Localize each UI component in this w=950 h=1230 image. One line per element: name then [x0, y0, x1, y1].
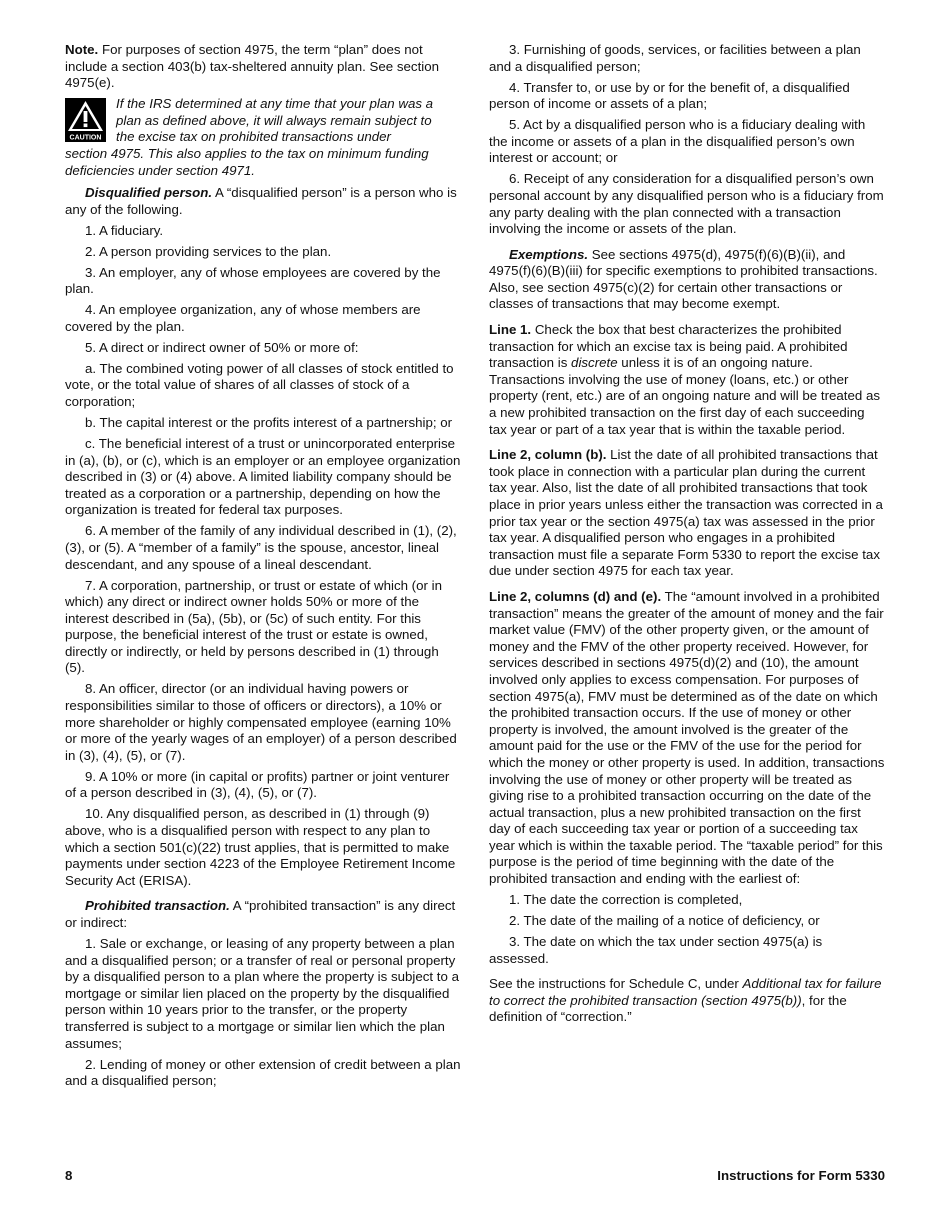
note-paragraph — [65, 42, 461, 92]
list-item: b. The capital interest or the profits interest of a partnership; or — [85, 415, 453, 430]
line-1-heading: Line 1. — [489, 322, 532, 338]
list-item: 4. An employee organization, any of whose members are covered by the plan. — [65, 302, 421, 334]
left-column — [65, 42, 461, 1094]
list-item: 2. The date of the mailing of a notice of deficiency, or — [509, 913, 820, 929]
note-text: For purposes of section 4975, the term “plan” does not include a section 403(b) tax-sheltered annuity plan. See section 4975(e). — [65, 42, 440, 91]
list-item: 7. A corporation, partnership, or trust or estate of which (or in which) any direct or indirect owner holds 50% or more of the interest described in (5a), (5b), or (5c) of such entity. For this purpose, the beneficial interest of the trust or estate is owned, directly or indirectly, or held by persons described in (1) through (5). — [65, 577, 442, 676]
list-item: 8. An officer, director (or an individual having powers or responsibilities similar to those of officers or directors), a 10% or more shareholder or highly compensated employee (earning 10% or more of the yearly wages of an employer) of a person described in (3), (4), (5), or (7). — [65, 681, 457, 763]
list-item: 1. The date the correction is completed, — [509, 892, 743, 908]
disqualified-person-paragraph — [65, 185, 461, 218]
see-emphasis: Additional tax for failure to correct the prohibited transaction (section 4975(b)) — [489, 976, 882, 1008]
list-item: 5. Act by a disqualified person who is a fiduciary dealing with the income or assets of a plan in the disqualified person’s own interest or account; or — [489, 117, 866, 166]
see-instructions-paragraph — [489, 976, 885, 1026]
caution-rest: section 4975. This also applies to the tax on minimum funding deficiencies under section 4971. — [65, 145, 429, 178]
list-item: 2. Lending of money or other extension of credit between a plan and a disqualified person; — [65, 1056, 461, 1089]
disqualified-person-text: A “disqualified person” is a person who is any of the following. — [65, 185, 457, 217]
disqualified-person-heading: Disqualified person. — [85, 185, 213, 201]
caution-label: CAUTION — [69, 134, 102, 142]
prohibited-transaction-heading: Prohibited transaction. — [85, 898, 230, 914]
list-item: 9. A 10% or more (in capital or profits) partner or joint venturer of a person described in (3), (4), (5), or (7). — [65, 768, 450, 801]
caution-box — [65, 96, 461, 179]
page-number: 8 — [65, 1168, 73, 1183]
list-item: 2. A person providing services to the plan. — [85, 243, 332, 259]
caution-icon — [65, 98, 106, 142]
list-item: a. The combined voting power of all classes of stock entitled to vote, or the total value of shares of all classes of stock of a corporation; — [65, 360, 454, 410]
prohibited-transaction-text: A “prohibited transaction” is any direct or indirect: — [65, 898, 456, 930]
list-item: 3. Furnishing of goods, services, or facilities between a plan and a disqualified person; — [489, 42, 861, 74]
exemptions-paragraph — [489, 247, 885, 313]
exemptions-text: See sections 4975(d), 4975(f)(6)(B)(ii), and 4975(f)(6)(B)(iii) for specific exemptions to prohibited transactions. Also, see section 4975(c)(2) for certain other transactions or classes of transactions that may become exempt. — [489, 246, 878, 312]
line-2de-text: The “amount involved in a prohibited transaction” means the greater of the amount of money and the fair market value (FMV) of the other property given, or the amount of money and the FMV of the other property received. However, for services described in sections 4975(d)(2) and (10), the amount involved only applies to excess compensation. For purposes of section 4975(a), FMV must be determined as of the date on which the prohibited transaction occurs. If the use of money or other property is involved, the amount involved is the greater of the amount paid for the use or the FMV of the use for the period for which the money or other property is used. In addition, transactions involving the use of money or other property will be treated as giving rise to a prohibited transaction occurring on the date of the actual transaction, plus a new prohibited transaction on the first day of each succeeding tax year or portion of a succeeding tax year which is within the taxable period. The “taxable period” for this purpose is the period of time beginning with the date of the prohibited transaction and ending with the earliest of: — [489, 588, 885, 887]
list-item: 6. A member of the family of any individual described in (1), (2), (3), or (5). A “member of a family” is the spouse, ancestor, lineal descendant, and any spouse of a lineal descendant. — [65, 523, 457, 572]
line-1-paragraph — [489, 322, 885, 438]
list-item: 5. A direct or indirect owner of 50% or more of: — [85, 339, 359, 355]
right-column — [489, 42, 885, 1030]
caution-line-2: plan as defined above, it will always remain subject to — [116, 112, 432, 128]
list-item: 1. Sale or exchange, or leasing of any property between a plan and a disqualified person; or a transfer of real or personal property by a disqualified person to a plan where the property is subject to a mortgage or similar lien placed on the property by the disqualified person within 10 years prior to the transfer, or the property transferred is subject to a mortgage or similar lien which the plan assumes; — [65, 935, 459, 1051]
line-1-text-a: Check the box that best characterizes the prohibited transaction for which an excise tax is being paid. A prohibited transaction is — [489, 322, 848, 371]
line-2b-paragraph — [489, 447, 885, 580]
note-heading: Note. — [65, 42, 99, 57]
see-text-b: , for the definition of “correction.” — [489, 992, 847, 1025]
see-text-a: See the instructions for Schedule C, under — [489, 976, 743, 992]
exemptions-heading: Exemptions. — [509, 246, 589, 262]
list-item: 4. Transfer to, or use by or for the benefit of, a disqualified person of income or assets of a plan; — [489, 79, 850, 112]
list-item: c. The beneficial interest of a trust or unincorporated enterprise in (a), (b), or (c), which is an employer or an employee organization described in (3) or (4) above. A limited liability company should be treated as a corporation or a partnership, depending on how the organization is treated for federal tax purposes. — [65, 435, 461, 518]
caution-line-1: If the IRS determined at any time that your plan was a — [116, 96, 434, 112]
list-item: 3. The date on which the tax under section 4975(a) is assessed. — [489, 934, 823, 966]
list-item: 1. A fiduciary. — [85, 222, 164, 238]
prohibited-transaction-paragraph — [65, 898, 461, 931]
caution-line-3: the excise tax on prohibited transactions under — [116, 129, 391, 145]
list-item: 3. An employer, any of whose employees are covered by the plan. — [65, 264, 441, 297]
form-title: Instructions for Form 5330 — [717, 1168, 885, 1183]
line-2de-heading: Line 2, columns (d) and (e). — [489, 588, 662, 604]
list-item: 6. Receipt of any consideration for a disqualified person’s own personal account by any disqualified person who is a fiduciary from any party dealing with the plan connected with a transaction involving the income or assets of the plan. — [489, 171, 884, 237]
line-2b-text: List the date of all prohibited transactions that took place in connection with a particular plan during the current tax year. Also, list the date of all prohibited transactions that took place in prior years unless either the transaction was corrected in a prior tax year or the section 4975(a) tax was assessed in the prior tax year. A disqualified person who engages in a prohibited transaction must file a separate Form 5330 to report the excise tax due under section 4975 for each tax year. — [489, 447, 883, 579]
list-item: 10. Any disqualified person, as described in (1) through (9) above, who is a disqualified person with respect to any plan to which a section 501(c)(22) trust applies, that is permitted to make payments under section 4223 of the Employee Retirement Income Security Act (ERISA). — [65, 806, 456, 888]
line-1-text-b: unless it is of an ongoing nature. Transactions involving the use of money (loans, etc.) or other property (rent, etc.) are of an ongoing nature and will be treated as a new prohibited transaction on the first day of each succeeding tax year or part of a tax year that is within the taxable period. — [489, 355, 881, 437]
line-1-emphasis: discrete — [571, 355, 618, 371]
line-2de-paragraph — [489, 589, 885, 888]
line-2b-heading: Line 2, column (b). — [489, 447, 607, 463]
